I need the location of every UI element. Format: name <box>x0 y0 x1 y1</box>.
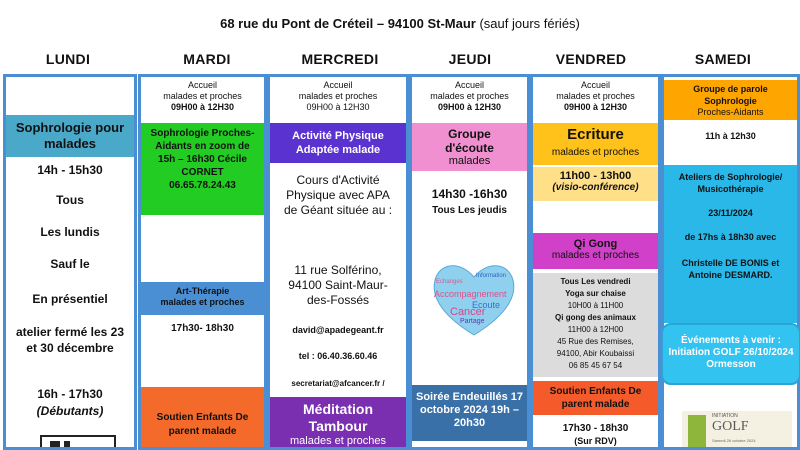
grey-line: 10H00 à 11H00 <box>567 301 624 310</box>
day-mercredi: MERCREDI <box>301 51 379 67</box>
mardi-sophrologie-aidants: Sophrologie Proches-Aidants en zoom de 15h – 16h30 Cécile CORNET 06.65.78.24.43 <box>141 123 264 215</box>
column-samedi <box>661 74 800 450</box>
ecriture-mode: (visio-conférence) <box>552 182 639 193</box>
vendredi-soutien-enfants: Soutien Enfants De parent malade <box>533 381 658 415</box>
reception-sub: malades et proches <box>298 91 378 101</box>
samedi-groupe-time: 11h à 12h30 <box>705 131 756 141</box>
day-jeudi: JEUDI <box>448 51 492 67</box>
reception-hours: 09H00 à 12H30 <box>563 102 628 112</box>
vendredi-reception <box>533 80 658 113</box>
reception-hours: 09H00 à 12H30 <box>306 102 370 112</box>
day-vendredi: VENDRED <box>555 51 627 67</box>
golf-grass-icon <box>688 415 706 450</box>
art-therapie-title: Art-Thérapie <box>175 286 230 296</box>
reception-sub: malades et proches <box>163 91 242 101</box>
golf-poster-title: GOLF <box>712 419 749 434</box>
golf-poster <box>682 411 792 450</box>
samedi-ateliers <box>664 165 797 323</box>
jeudi-time: 14h30 -16h30 <box>431 187 508 201</box>
jeudi-groupe-ecoute <box>412 123 527 171</box>
column-vendredi <box>530 74 661 450</box>
golf-poster-date: Samedi 26 octobre 2024 <box>712 438 756 443</box>
samedi-groupe-parole <box>664 80 797 120</box>
grey-line: 94100, Abir Koubaissi <box>556 349 635 358</box>
soutien-rdv: (Sur RDV) <box>574 436 617 446</box>
reception-title: Accueil <box>187 80 217 90</box>
reception-sub: malades et proches <box>556 91 635 101</box>
golf-poster-kicker: INITIATION <box>712 413 738 419</box>
column-mardi <box>138 74 267 450</box>
grey-line: 45 Rue des Remises, <box>557 337 634 346</box>
jeudi-reception <box>412 80 527 113</box>
ateliers-hours: de 17hs à 18h30 avec <box>684 232 777 242</box>
vendredi-yoga-qigong <box>533 273 658 377</box>
heart-word: Cancer <box>450 306 486 318</box>
groupe-parole-sub: Proches-Aidants <box>697 107 764 117</box>
mardi-soutien-enfants: Soutien Enfants De parent malade <box>141 387 264 450</box>
mercredi-reception <box>270 80 406 113</box>
vendredi-ecriture-times <box>533 167 658 201</box>
lundi-level: (Débutants) <box>36 404 104 418</box>
lundi-time-2: 16h - 17h30 <box>37 387 103 401</box>
heart-word: Ecoute <box>472 300 501 310</box>
qigong-title: Qi Gong <box>573 238 618 250</box>
ecriture-time: 11h00 - 13h00 <box>559 170 632 182</box>
lundi-line-3: Sauf le <box>50 257 90 271</box>
mercredi-address: 11 rue Solférino, 94100 Saint-Maur-des-Fossés <box>288 263 388 307</box>
mercredi-meditation <box>270 397 406 450</box>
art-therapie-sub: malades et proches <box>160 297 245 307</box>
vendredi-ecriture <box>533 123 658 165</box>
day-samedi: SAMEDI <box>694 51 752 67</box>
reception-title: Accueil <box>323 80 353 90</box>
grey-line: Qi gong des animaux <box>555 313 636 322</box>
address-note: (sauf jours fériés) <box>475 16 580 31</box>
meditation-sub: malades et proches <box>290 435 386 447</box>
lundi-sophrologie-title: Sophrologie pour malades <box>6 115 134 157</box>
mercredi-courses: Cours d'Activité Physique avec APA de Géant située au : <box>283 173 393 217</box>
lundi-line-2: Les lundis <box>40 225 100 239</box>
groupe-ecoute-sub: malades <box>448 155 491 167</box>
meditation-title: Méditation Tambour <box>303 401 373 434</box>
ateliers-title: Ateliers de Sophrologie/ Musicothérapie <box>678 172 783 194</box>
mercredi-apa: Activité Physique Adaptée malade <box>270 123 406 163</box>
mercredi-email[interactable]: david@apadegeant.fr <box>292 325 384 335</box>
mardi-reception <box>141 80 264 113</box>
mercredi-tel: tel : 06.40.36.60.46 <box>298 351 378 361</box>
grey-line: Yoga sur chaise <box>565 289 626 298</box>
soutien-time: 17h30 - 18h30 <box>562 423 629 434</box>
mercredi-email-2[interactable]: secretariat@afcancer.fr / <box>291 379 385 388</box>
ecriture-title: Ecriture <box>567 126 624 143</box>
qigong-sub: malades et proches <box>551 250 640 261</box>
lundi-closure: atelier fermé les 23 et 30 décembre <box>15 325 125 355</box>
column-jeudi <box>409 74 530 450</box>
address-main: 68 rue du Pont de Créteil – 94100 St-Maur <box>220 16 476 31</box>
address-line <box>0 16 800 31</box>
ecriture-sub: malades et proches <box>551 147 640 158</box>
ateliers-names: Christelle DE BONIS et Antoine DESMARD. <box>681 258 780 280</box>
lundi-line-4: En présentiel <box>32 292 108 306</box>
vendredi-qigong <box>533 233 658 269</box>
grey-line: Tous Les vendredi <box>560 277 631 286</box>
lundi-line-1: Tous <box>56 193 84 207</box>
jeudi-frequency: Tous Les jeudis <box>432 205 507 216</box>
mardi-art-therapie <box>141 282 264 315</box>
reception-hours: 09H00 à 12H30 <box>170 102 235 112</box>
qr-code-icon <box>40 435 116 450</box>
groupe-ecoute-title: Groupe d'écoute <box>445 127 494 155</box>
heart-word: Echanges <box>436 279 463 285</box>
reception-sub: malades et proches <box>430 91 509 101</box>
column-mercredi <box>267 74 409 450</box>
heart-word: Accompagnement <box>434 289 507 299</box>
heart-word: Information <box>476 273 507 279</box>
day-mardi: MARDI <box>183 51 231 67</box>
heart-word: Partage <box>460 318 485 325</box>
upcoming-event-badge[interactable]: Événements à venir : Initiation GOLF 26/10/2024 Ormesson <box>661 323 800 385</box>
day-lundi: LUNDI <box>45 51 91 67</box>
grey-line: 06 85 45 67 54 <box>568 361 623 370</box>
reception-hours: 09H00 à 12H30 <box>437 102 502 112</box>
column-lundi <box>3 74 137 450</box>
lundi-time: 14h - 15h30 <box>37 163 103 177</box>
ateliers-date: 23/11/2024 <box>708 208 753 218</box>
jeudi-soiree-endeuilles: Soirée Endeuillés 17 octobre 2024 19h – 20h30 <box>412 385 527 441</box>
grey-line: 11H00 à 12H00 <box>567 325 624 334</box>
groupe-parole-title: Groupe de parole Sophrologie <box>693 84 768 106</box>
reception-title: Accueil <box>454 80 484 90</box>
mardi-art-time: 17h30- 18h30 <box>171 323 234 334</box>
heart-icon <box>428 257 520 337</box>
reception-title: Accueil <box>580 80 610 90</box>
